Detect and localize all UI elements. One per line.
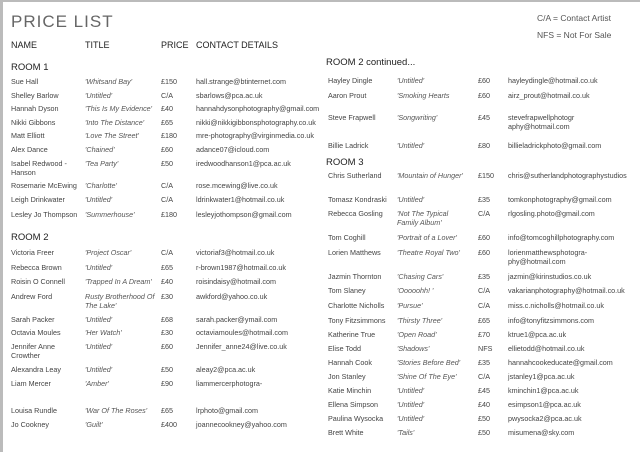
header-contact: CONTACT DETAILS: [196, 40, 279, 50]
price: C/A: [478, 372, 490, 381]
price: £60: [478, 76, 490, 85]
artist-name: Brett White: [328, 428, 364, 437]
artist-name: Sarah Packer: [11, 315, 55, 324]
artwork-title: 'Charlotte': [85, 181, 117, 190]
artwork-title: 'Chasing Cars': [397, 272, 444, 281]
artwork-title: 'Untitled': [397, 414, 425, 423]
contact-details: ldrinkwater1@hotmail.co.uk: [196, 195, 285, 204]
artist-name: Jennifer Anne Crowther: [11, 342, 55, 360]
contact-details: lesleyjothompson@gmail.com: [196, 210, 292, 219]
price: £80: [478, 141, 490, 150]
artwork-title: 'Untitled': [85, 365, 113, 374]
contact-details: billieladrickphoto@gmail.com: [508, 141, 602, 150]
artist-name: Roisin O Connell: [11, 277, 65, 286]
contact-details: lrphoto@gmail.com: [196, 406, 259, 415]
contact-details: pwysocka2@pca.ac.uk: [508, 414, 582, 423]
artwork-title: 'Guilt': [85, 420, 103, 429]
price: £60: [478, 248, 490, 257]
artwork-title: 'Stories Before Bed': [397, 358, 461, 367]
artwork-title: Rusty Brotherhood Of The Lake': [85, 292, 155, 310]
legend-ca: C/A = Contact Artist: [537, 13, 611, 23]
artwork-title: 'Not The Typical Family Album': [397, 209, 449, 227]
price: C/A: [478, 286, 490, 295]
artist-name: Sue Hall: [11, 77, 39, 86]
artist-name: Rosemarie McEwing: [11, 181, 77, 190]
price: C/A: [161, 195, 173, 204]
contact-details: jstanley1@pca.ac.uk: [508, 372, 575, 381]
artist-name: Octavia Moules: [11, 328, 61, 337]
price: £60: [161, 342, 173, 351]
artist-name: Chris Sutherland: [328, 171, 382, 180]
artist-name: Lorien Matthews: [328, 248, 381, 257]
artwork-title: 'Into The Distance': [85, 118, 145, 127]
price: C/A: [161, 181, 173, 190]
contact-details: hannahdysonphotography@gmail.com: [196, 104, 320, 113]
artwork-title: 'Shine Of The Eye': [397, 372, 457, 381]
artist-name: Tom Slaney: [328, 286, 366, 295]
contact-details: r-brown1987@hotmail.co.uk: [196, 263, 286, 272]
legend-nfs: NFS = Not For Sale: [537, 30, 612, 40]
price: £30: [161, 328, 173, 337]
price: £50: [478, 414, 490, 423]
price: £70: [478, 330, 490, 339]
contact-details: aleay2@pca.ac.uk: [196, 365, 256, 374]
artist-name: Isabel Redwood - Hanson: [11, 159, 67, 177]
contact-details: info@tomcoghillphotography.com: [508, 233, 615, 242]
price: £65: [478, 316, 490, 325]
price: £35: [478, 195, 490, 204]
price: £50: [161, 159, 173, 168]
artist-name: Nikki Gibbons: [11, 118, 56, 127]
artist-name: Jo Cookney: [11, 420, 49, 429]
contact-details: tomkonphotography@gmail.com: [508, 195, 612, 204]
artwork-title: 'This Is My Evidence': [85, 104, 153, 113]
artist-name: Aaron Prout: [328, 91, 367, 100]
price: £30: [161, 292, 173, 301]
artist-name: Rebecca Brown: [11, 263, 62, 272]
contact-details: vakarianphotography@hotmail.co.uk: [508, 286, 625, 295]
artwork-title: 'Summerhouse': [85, 210, 135, 219]
contact-details: liammercerphotogra-: [196, 379, 263, 388]
price: C/A: [161, 91, 173, 100]
artwork-title: 'Theatre Royal Two': [397, 248, 460, 257]
price: C/A: [478, 209, 490, 218]
contact-details: nikki@nikkigibbonsphotography.co.uk: [196, 118, 316, 127]
artwork-title: 'Untitled': [397, 386, 425, 395]
artwork-title: 'Untitled': [397, 195, 425, 204]
contact-details: airz_prout@hotmail.co.uk: [508, 91, 590, 100]
artist-name: Paulina Wysocka: [328, 414, 384, 423]
contact-details: sbarlows@pca.ac.uk: [196, 91, 263, 100]
price: £180: [161, 131, 177, 140]
artwork-title: 'Untitled': [397, 400, 425, 409]
artist-name: Rebecca Gosling: [328, 209, 383, 218]
artwork-title: 'Chained': [85, 145, 115, 154]
artwork-title: 'Untitled': [397, 141, 425, 150]
price: £180: [161, 210, 177, 219]
artwork-title: 'Ooooohh! ': [397, 286, 434, 295]
room-3-heading: ROOM 3: [326, 157, 364, 168]
artist-name: Hannah Dyson: [11, 104, 59, 113]
artwork-title: 'Untitled': [85, 315, 113, 324]
artwork-title: 'Untitled': [397, 76, 425, 85]
artwork-title: 'Smoking Hearts: [397, 91, 450, 100]
contact-details: sarah.packer@ymail.com: [196, 315, 278, 324]
price: £35: [478, 358, 490, 367]
contact-details: adance07@icloud.com: [196, 145, 270, 154]
contact-details: rlgosling.photo@gmail.com: [508, 209, 595, 218]
contact-details: mre-photography@virginmedia.co.uk: [196, 131, 314, 140]
artist-name: Hannah Cook: [328, 358, 372, 367]
header-name: NAME: [11, 40, 38, 50]
artist-name: Victoria Freer: [11, 248, 55, 257]
artwork-title: 'Amber': [85, 379, 109, 388]
price: £35: [478, 272, 490, 281]
artist-name: Tom Coghill: [328, 233, 366, 242]
price: £400: [161, 420, 177, 429]
price: £60: [478, 233, 490, 242]
room-2-continued-heading: ROOM 2 continued...: [326, 57, 416, 68]
contact-details: chris@sutherlandphotographystudios: [508, 171, 627, 180]
artist-name: Shelley Barlow: [11, 91, 59, 100]
artwork-title: 'Pursue': [397, 301, 423, 310]
artist-name: Leigh Drinkwater: [11, 195, 65, 204]
artist-name: Katherine True: [328, 330, 376, 339]
header-price: PRICE: [161, 40, 189, 50]
artist-name: Jazmin Thornton: [328, 272, 382, 281]
artwork-title: 'Portrait of a Lover': [397, 233, 457, 242]
contact-details: miss.c.nicholls@hotmail.co.uk: [508, 301, 604, 310]
room-1-heading: ROOM 1: [11, 62, 49, 73]
room-2-heading: ROOM 2: [11, 232, 49, 243]
artwork-title: 'Her Watch': [85, 328, 122, 337]
artwork-title: 'Mountain of Hunger': [397, 171, 463, 180]
header-title: TITLE: [85, 40, 110, 50]
price: £45: [478, 386, 490, 395]
artist-name: Steve Frapwell: [328, 113, 376, 122]
artwork-title: 'Open Road': [397, 330, 437, 339]
price: £65: [161, 118, 173, 127]
artist-name: Charlotte Nicholls: [328, 301, 385, 310]
artist-name: Billie Ladrick: [328, 141, 369, 150]
contact-details: victoriaf3@hotmail.co.uk: [196, 248, 275, 257]
price: £50: [478, 428, 490, 437]
artist-name: Lesley Jo Thompson: [11, 210, 78, 219]
artist-name: Tony Fitzsimmons: [328, 316, 386, 325]
price: £65: [161, 406, 173, 415]
contact-details: misumena@sky.com: [508, 428, 575, 437]
artist-name: Elise Todd: [328, 344, 362, 353]
price: £40: [478, 400, 490, 409]
artwork-title: 'Trapped In A Dream': [85, 277, 152, 286]
contact-details: hall.strange@btinternet.com: [196, 77, 286, 86]
price: £40: [161, 104, 173, 113]
artist-name: Alexandra Leay: [11, 365, 61, 374]
price: £150: [478, 171, 494, 180]
artist-name: Andrew Ford: [11, 292, 53, 301]
contact-details: jazmin@kirinstudios.co.uk: [508, 272, 592, 281]
artwork-title: 'Songwriting': [397, 113, 438, 122]
price: NFS: [478, 344, 493, 353]
contact-details: rose.mcewing@live.co.uk: [196, 181, 278, 190]
contact-details: kminchin1@pca.ac.uk: [508, 386, 579, 395]
artwork-title: 'Untitled': [85, 195, 113, 204]
artwork-title: 'Thirsty Three': [397, 316, 443, 325]
artist-name: Matt Elliott: [11, 131, 45, 140]
artwork-title: 'Untitled': [85, 91, 113, 100]
contact-details: hayleydingle@hotmail.co.uk: [508, 76, 598, 85]
price: £68: [161, 315, 173, 324]
artwork-title: 'Untitled': [85, 263, 113, 272]
price: £60: [478, 91, 490, 100]
contact-details: ktrue1@pca.ac.uk: [508, 330, 567, 339]
artwork-title: 'Love The Street': [85, 131, 139, 140]
price: £60: [161, 145, 173, 154]
artwork-title: 'Project Oscar': [85, 248, 132, 257]
contact-details: ellietodd@hotmail.co.uk: [508, 344, 585, 353]
price: £150: [161, 77, 177, 86]
price: £90: [161, 379, 173, 388]
artist-name: Louisa Rundle: [11, 406, 57, 415]
artwork-title: 'Tails': [397, 428, 415, 437]
artwork-title: 'Untitled': [85, 342, 113, 351]
contact-details: awkford@yahoo.co.uk: [196, 292, 268, 301]
contact-details: joannecookney@yahoo.com: [196, 420, 287, 429]
contact-details: stevefrapwellphotogr aphy@hotmail.com: [508, 113, 575, 131]
artist-name: Hayley Dingle: [328, 76, 373, 85]
contact-details: hannahcookeducate@gmail.com: [508, 358, 613, 367]
price: £50: [161, 365, 173, 374]
contact-details: iredwoodhanson1@pca.ac.uk: [196, 159, 291, 168]
price: £45: [478, 113, 490, 122]
contact-details: info@tonyfitzsimmons.com: [508, 316, 594, 325]
artist-name: Jon Stanley: [328, 372, 366, 381]
artwork-title: 'War Of The Roses': [85, 406, 148, 415]
page-title: PRICE LIST: [11, 12, 114, 31]
contact-details: lorienmatthewsphotogra- phy@hotmail.com: [508, 248, 588, 266]
artist-name: Katie Minchin: [328, 386, 372, 395]
artist-name: Tomasz Kondraski: [328, 195, 387, 204]
price: C/A: [161, 248, 173, 257]
price: C/A: [478, 301, 490, 310]
artist-name: Alex Dance: [11, 145, 48, 154]
price: £65: [161, 263, 173, 272]
artwork-title: 'Tea Party': [85, 159, 119, 168]
contact-details: Jennifer_anne24@live.co.uk: [196, 342, 287, 351]
artist-name: Ellena Simpson: [328, 400, 378, 409]
price: £40: [161, 277, 173, 286]
artist-name: Liam Mercer: [11, 379, 51, 388]
contact-details: roisindaisy@hotmail.com: [196, 277, 276, 286]
artwork-title: 'Whitsand Bay': [85, 77, 133, 86]
artwork-title: 'Shadows': [397, 344, 430, 353]
contact-details: esimpson1@pca.ac.uk: [508, 400, 581, 409]
contact-details: octaviamoules@hotmail.com: [196, 328, 288, 337]
